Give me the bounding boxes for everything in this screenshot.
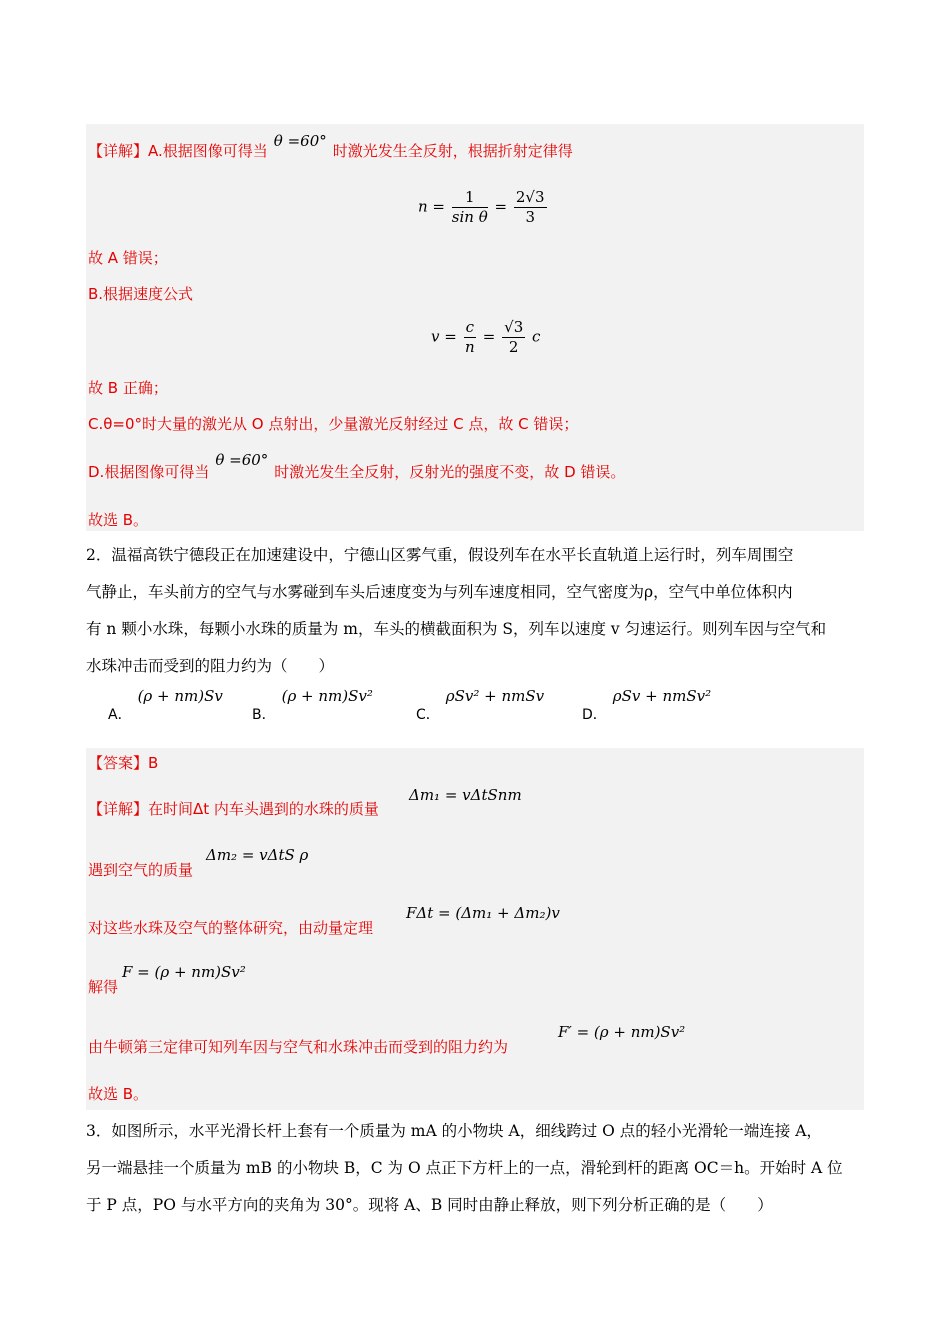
formula-momentum: FΔt = (Δm₁ + Δm₂)v [406, 904, 560, 922]
solution-block-2 [86, 748, 864, 1110]
detail-choice: 故选 B。 [88, 511, 149, 529]
question-3-line-2: 另一端悬挂一个质量为 mB 的小物块 B，C 为 O 点正下方杆上的一点，滑轮到杆的距离 OC＝h。开始时 A 位 [86, 1159, 843, 1177]
theta-60-formula: θ =60° [273, 132, 327, 150]
option-a-label: A． [108, 707, 132, 723]
option-d-formula: ρSv + nmSv² [612, 687, 712, 705]
detail-line-b-conclusion: 故 B 正确； [88, 379, 168, 397]
solution-block-1 [86, 124, 864, 531]
detail-line-4: 解得 [88, 978, 119, 996]
eq1-fraction-2 [514, 188, 547, 227]
detail-line-a [88, 132, 573, 161]
eq1-equals: = [494, 197, 508, 216]
formula-dm1: Δm₁ = vΔtSnm [409, 786, 522, 804]
eq2-tail: c [532, 327, 541, 346]
option-a-formula: (ρ + nm)Sv [137, 687, 223, 705]
formula-dm2: Δm₂ = vΔtS ρ [206, 846, 309, 864]
eq2-num2: √3 [504, 318, 524, 336]
question-2-line-1: 2．温福高铁宁德段正在加速建设中，宁德山区雾气重，假设列车在水平长直轨道上运行时，列车周围空 [86, 546, 794, 564]
question-2-line-3: 有 n 颗小水珠，每颗小水珠的质量为 m，车头的横截面积为 S，列车以速度 v 匀速运行。则列车因与空气和 [86, 620, 827, 638]
question-3-line-3: 于 P 点，PO 与水平方向的夹角为 30°。现将 A、B 同时由静止释放，则下列分析正确的是（ ） [86, 1196, 773, 1214]
detail-d-text-b: 时激光发生全反射，反射光的强度不变，故 D 错误。 [274, 463, 626, 481]
theta-60-formula-d: θ =60° [215, 451, 269, 469]
eq1-fraction-1 [452, 188, 488, 227]
detail-line-c: C.θ=0°时大量的激光从 O 点射出，少量激光反射经过 C 点，故 C 错误； [88, 415, 579, 433]
equation-v [431, 318, 540, 357]
eq1-den2: 3 [525, 208, 535, 226]
option-b-label: B． [252, 707, 276, 723]
formula-force: F = (ρ + nm)Sv² [122, 963, 246, 981]
eq2-fraction-2 [502, 318, 525, 357]
detail-d-text: D.根据图像可得当 [88, 463, 210, 481]
question-2-line-4: 水珠冲击而受到的阻力约为（ ） [86, 657, 335, 675]
detail-line-a-conclusion: 故 A 错误； [88, 249, 168, 267]
eq2-equals: = [482, 327, 496, 346]
eq2-den1: n [464, 338, 475, 356]
option-b[interactable] [252, 687, 373, 723]
eq1-num1: 1 [452, 188, 488, 208]
eq2-den2: 2 [508, 338, 519, 356]
equation-n [418, 188, 549, 227]
detail-a-text-b: 时激光发生全反射，根据折射定律得 [332, 142, 573, 160]
detail-line-5: 由牛顿第三定律可知列车因与空气和水珠冲击而受到的阻力约为 [88, 1038, 509, 1056]
detail-line-d [88, 451, 626, 482]
option-c-formula: ρSv² + nmSv [445, 687, 545, 705]
option-c[interactable] [416, 687, 545, 723]
eq1-num2: 2√3 [515, 188, 545, 206]
eq1-den1: sin θ [451, 208, 488, 226]
eq2-fraction-1 [464, 318, 476, 357]
eq1-lhs: n = [418, 197, 445, 216]
eq2-lhs: v = [431, 327, 457, 346]
answer-line: 【答案】B [88, 754, 159, 772]
detail-a-text: 【详解】A.根据图像可得当 [88, 142, 268, 160]
question-2-line-2: 气静止，车头前方的空气与水雾碰到车头后速度变为与列车速度相同，空气密度为ρ，空气中单位体积内 [86, 583, 793, 601]
detail-line-b: B.根据速度公式 [88, 285, 194, 303]
eq2-num1: c [465, 318, 474, 336]
option-c-label: C． [416, 707, 440, 723]
detail-line-2: 遇到空气的质量 [88, 861, 194, 879]
detail-choice-2: 故选 B。 [88, 1085, 149, 1103]
option-d-label: D． [582, 707, 607, 723]
formula-reaction-force: F′ = (ρ + nm)Sv² [558, 1023, 686, 1041]
detail-line-3: 对这些水珠及空气的整体研究，由动量定理 [88, 919, 374, 937]
detail-line-1: 【详解】在时间Δt 内车头遇到的水珠的质量 [88, 800, 379, 818]
option-b-formula: (ρ + nm)Sv² [281, 687, 373, 705]
option-a[interactable] [108, 687, 223, 723]
question-3-line-1: 3．如图所示，水平光滑长杆上套有一个质量为 mA 的小物块 A，细线跨过 O 点的轻小光滑轮一端连接 A， [86, 1122, 822, 1140]
option-d[interactable] [582, 687, 712, 723]
